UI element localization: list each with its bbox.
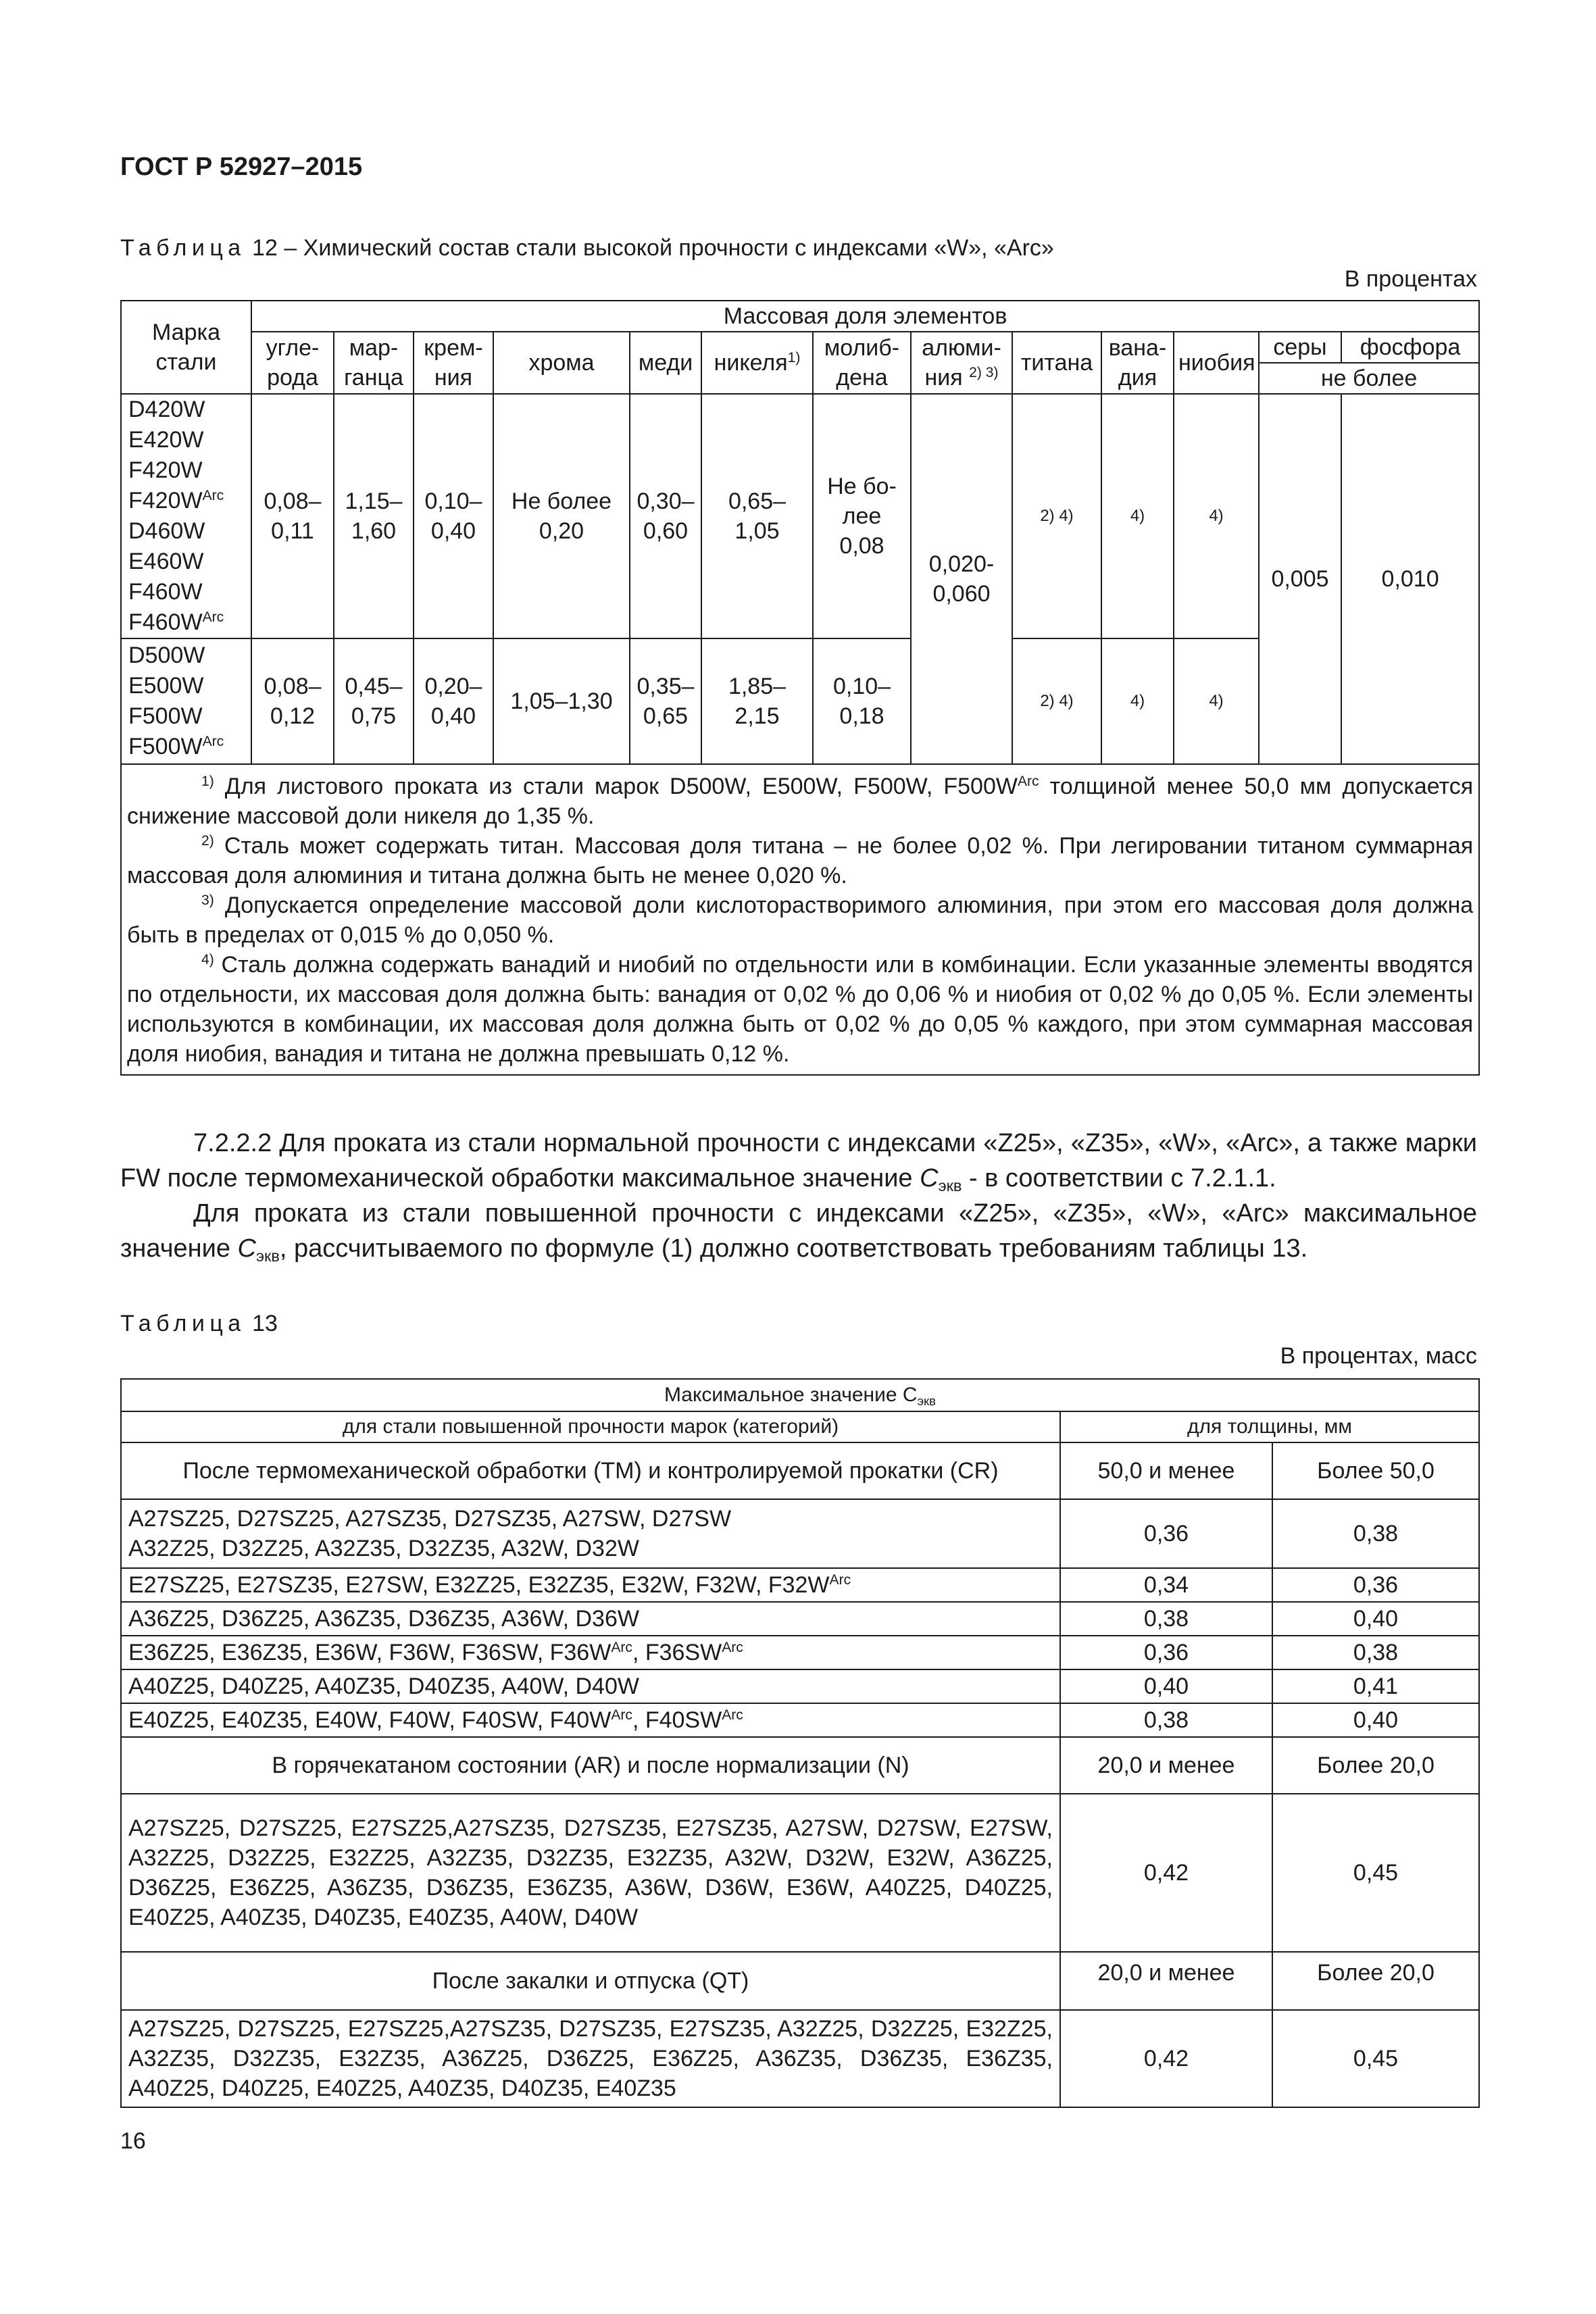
section-header: После термомеханической обработки (TM) и контролируемой прокатки (CR) 50,0 и менее Более 50,0 — [121, 1442, 1479, 1499]
titanium-note: 2) 4) — [1012, 638, 1101, 764]
silicon-value: 0,20–0,40 — [414, 638, 493, 764]
col-grades-header: для стали повышенной прочности марок (категорий) — [121, 1411, 1060, 1442]
footnote-3: $^{3)}$ Допускается определение массовой доли кислоторастворимого алюминия, при этом его массовая доля должна быть в пределах от 0,015 % до 0,050 %. — [127, 892, 1474, 948]
col-aluminium: алюми-ния $^{2) 3)}$ — [911, 332, 1012, 394]
col-titanium: титана — [1012, 332, 1101, 394]
table-12 — [120, 300, 1480, 1076]
paragraph-7-2-2-2: 7.2.2.2 Для проката из стали нормальной прочности с индексами «Z25», «Z35», «W», «Arc», а также марки FW после термомеханической обработки максимальное значение $С_{экв}$ - в соответствии с 7.2.1.1. — [120, 1129, 1477, 1195]
col-thickness-header: для толщины, мм — [1060, 1411, 1479, 1442]
col-silicon: крем-ния — [414, 332, 493, 394]
table-row: A27SZ25, D27SZ25, E27SZ25,A27SZ35, D27SZ35, E27SZ35, A32Z25, D32Z25, E32Z25, A32Z35, D32Z35, E32Z35, A36Z25, D36Z25, E36Z25, A36Z35, D36Z35, E36Z35, A40Z25, D40Z25, E40Z25, A40Z35, D40Z35, E40Z35 0,42 0,45 — [121, 2010, 1479, 2107]
table-row: A36Z25, D36Z25, A36Z35, D36Z35, A36W, D36W 0,38 0,40 — [121, 1602, 1479, 1636]
table12-unit: В процентах — [1344, 266, 1477, 292]
col-copper: меди — [630, 332, 701, 394]
table13-title: Максимальное значение $С_{экв}$ — [121, 1379, 1479, 1411]
col-vanadium: вана-дия — [1101, 332, 1174, 394]
titanium-note: 2) 4) — [1012, 394, 1101, 638]
carbon-value: 0,08–0,12 — [251, 638, 334, 764]
grade-list: D420W E420W F420W $F420W^{Arc}$ D460W E460W F460W $F460W^{Arc}$ — [121, 394, 251, 638]
silicon-value: 0,10–0,40 — [414, 394, 493, 638]
niobium-note: 4) — [1174, 394, 1259, 638]
footnotes-row — [121, 764, 1479, 1075]
aluminium-value: 0,020-0,060 — [911, 394, 1012, 764]
table12-caption — [120, 235, 1054, 261]
footnote-4: $^{4)}$ Сталь должна содержать ванадий и ниобий по отдельности или в комбинации. Если указанные элементы вводятся по отдельности, их массовая доля должна быть: ванадия от 0,02 % до 0,06 % и ниобия от 0,02 % до 0,05 %. Если элементы используются в комбинации, их массовая доля должна быть от 0,02 % до 0,05 % каждого, при этом суммарная массовая доля ниобия, ванадия и титана не должна превышать 0,12 %. — [127, 952, 1474, 1067]
vanadium-note: 4) — [1101, 638, 1174, 764]
body-text — [120, 1126, 1477, 1266]
caption-word: Таблица — [120, 1311, 246, 1336]
col-grade-header: Марка стали — [121, 301, 251, 394]
niobium-note: 4) — [1174, 638, 1259, 764]
copper-value: 0,30–0,60 — [630, 394, 701, 638]
page-number: 16 — [120, 2128, 146, 2154]
col-carbon: угле-рода — [251, 332, 334, 394]
chromium-value: 1,05–1,30 — [493, 638, 630, 764]
section-header: В горячекатаном состоянии (AR) и после нормализации (N) 20,0 и менее Более 20,0 — [121, 1737, 1479, 1794]
table-row: A27SZ25, D27SZ25, A27SZ35, D27SZ35, A27SW, D27SW A32Z25, D32Z25, A32Z35, D32Z35, A32W, D32W 0,36 0,38 — [121, 1499, 1479, 1568]
col-nickel: никеля$^{1)}$ — [701, 332, 813, 394]
table-13 — [120, 1378, 1480, 2108]
chromium-value: Не более 0,20 — [493, 394, 630, 638]
molybdenum-value: Не бо-лее 0,08 — [813, 394, 911, 638]
manganese-value: 1,15–1,60 — [334, 394, 414, 638]
footnote-1: $^{1)}$ Для листового проката из стали марок D500W, E500W, F500W, $F500W^{Arc}$ толщиной менее 50,0 мм допускается снижение массовой доли никеля до 1,35 %. — [127, 774, 1474, 829]
document-header: ГОСТ Р 52927–2015 — [120, 153, 363, 181]
manganese-value: 0,45–0,75 — [334, 638, 414, 764]
carbon-value: 0,08–0,11 — [251, 394, 334, 638]
table-row: E27SZ25, E27SZ35, E27SW, E32Z25, E32Z35, E32W, F32W, $F32W^{Arc}$ 0,34 0,36 — [121, 1568, 1479, 1602]
table13-caption — [120, 1311, 278, 1337]
col-chromium: хрома — [493, 332, 630, 394]
col-manganese: мар-ганца — [334, 332, 414, 394]
caption-text: 12 – Химический состав стали высокой прочности с индексами «W», «Arc» — [245, 235, 1054, 261]
col-niobium: ниобия — [1174, 332, 1259, 394]
col-sulfur: серы — [1259, 332, 1341, 363]
not-more-header: не более — [1259, 363, 1479, 394]
footnote-2: $^{2)}$ Сталь может содержать титан. Массовая доля титана – не более 0,02 %. При легировании титаном суммарная массовая доля алюминия и титана должна быть не менее 0,020 %. — [127, 833, 1474, 888]
table12-footnotes — [121, 764, 1479, 1075]
sulfur-value: 0,005 — [1259, 394, 1341, 764]
paragraph-increased-strength: Для проката из стали повышенной прочности с индексами «Z25», «Z35», «W», «Arc» максимальное значение $С_{экв}$, рассчитываемого по формуле (1) должно соответствовать требованиям таблицы 13. — [120, 1199, 1477, 1265]
col-mass-fraction-header: Массовая доля элементов — [251, 301, 1479, 332]
table-row — [121, 394, 1479, 638]
nickel-value: 1,85–2,15 — [701, 638, 813, 764]
col-molybdenum: молиб-дена — [813, 332, 911, 394]
phosphorus-value: 0,010 — [1341, 394, 1479, 764]
molybdenum-value: 0,10–0,18 — [813, 638, 911, 764]
vanadium-note: 4) — [1101, 394, 1174, 638]
caption-word: Таблица — [120, 235, 246, 261]
grade-list: D500W E500W F500W $F500W^{Arc}$ — [121, 638, 251, 764]
table13-unit: В процентах, масс — [1280, 1343, 1477, 1369]
section-header: После закалки и отпуска (QT) 20,0 и менее Более 20,0 — [121, 1952, 1479, 2010]
table-row: A40Z25, D40Z25, A40Z35, D40Z35, A40W, D40W 0,40 0,41 — [121, 1669, 1479, 1703]
copper-value: 0,35–0,65 — [630, 638, 701, 764]
table-row: E36Z25, E36Z35, E36W, F36W, F36SW, $F36W^{Arc}$, $F36SW^{Arc}$ 0,36 0,38 — [121, 1636, 1479, 1669]
table-row: E40Z25, E40Z35, E40W, F40W, F40SW, $F40W^{Arc}$, $F40SW^{Arc}$ 0,38 0,40 — [121, 1703, 1479, 1737]
nickel-value: 0,65–1,05 — [701, 394, 813, 638]
table-row: A27SZ25, D27SZ25, E27SZ25,A27SZ35, D27SZ35, E27SZ35, A27SW, D27SW, E27SW, A32Z25, D32Z25, E32Z25, A32Z35, D32Z35, E32Z35, A32W, D32W, E32W, A36Z25, D36Z25, E36Z25, A36Z35, D36Z35, E36Z35, A36W, D36W, E36W, A40Z25, D40Z25, E40Z25, A40Z35, D40Z35, E40Z35, A40W, D40W 0,42 0,45 — [121, 1794, 1479, 1952]
caption-text: 13 — [245, 1311, 278, 1336]
col-phosphorus: фосфора — [1341, 332, 1479, 363]
